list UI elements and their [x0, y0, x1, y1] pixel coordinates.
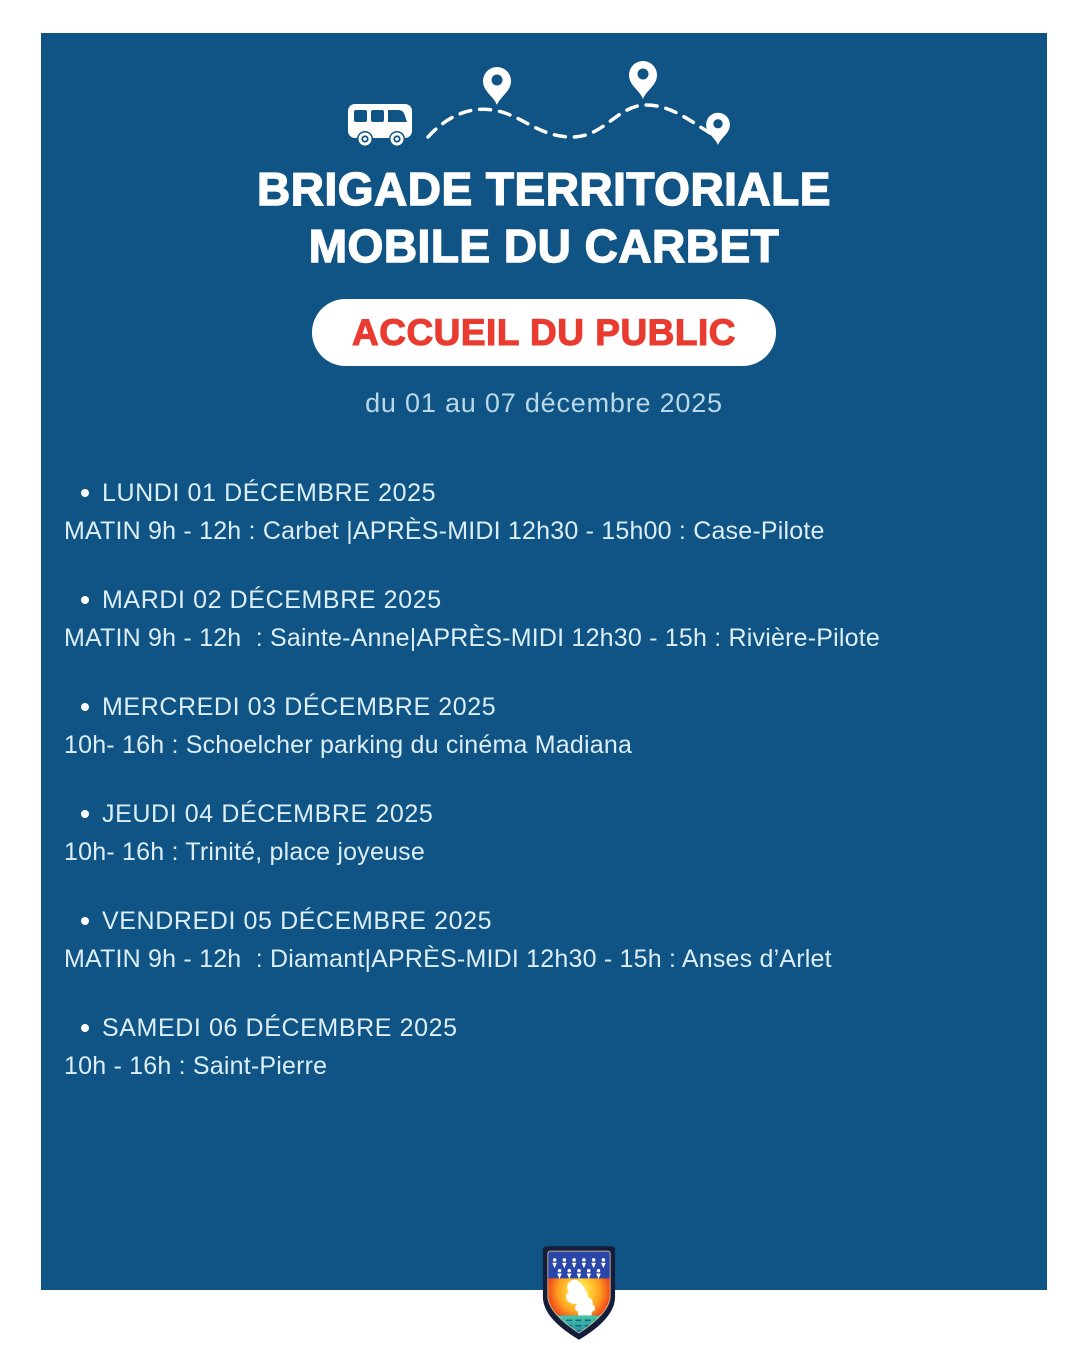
schedule-day	[64, 478, 1031, 508]
schedule-day	[64, 1013, 1031, 1043]
schedule-item	[64, 799, 1031, 867]
schedule-day	[64, 692, 1031, 722]
schedule-details: 10h- 16h : Schoelcher parking du cinéma Madiana	[64, 731, 633, 759]
schedule-item	[64, 692, 1031, 760]
title-line-1: BRIGADE TERRITORIALE	[257, 163, 831, 215]
schedule-day	[64, 799, 1031, 829]
route-graphic	[340, 57, 750, 157]
martinique-coat-of-arms-icon	[540, 1243, 618, 1343]
schedule-list	[64, 478, 1031, 1120]
schedule-day-label: JEUDI 04 DÉCEMBRE 2025	[102, 800, 434, 828]
schedule-day-label: VENDREDI 05 DÉCEMBRE 2025	[102, 907, 493, 935]
schedule-day-label: SAMEDI 06 DÉCEMBRE 2025	[102, 1014, 458, 1042]
poster-panel	[41, 33, 1047, 1290]
bullet-icon	[81, 1024, 89, 1032]
dashed-route-path-icon	[428, 105, 710, 137]
schedule-day-label: MARDI 02 DÉCEMBRE 2025	[102, 586, 442, 614]
schedule-details: 10h- 16h : Trinité, place joyeuse	[64, 838, 425, 866]
schedule-details: MATIN 9h - 12h : Carbet |APRÈS-MIDI 12h30 - 15h00 : Case-Pilote	[64, 517, 825, 545]
schedule-day	[64, 906, 1031, 936]
schedule-item	[64, 906, 1031, 974]
accueil-badge: ACCUEIL DU PUBLIC	[312, 299, 776, 366]
location-pin-icon	[706, 113, 730, 145]
title-line-2: MOBILE DU CARBET	[308, 220, 780, 272]
bullet-icon	[81, 917, 89, 925]
bus-icon	[348, 104, 412, 147]
schedule-details: MATIN 9h - 12h : Diamant|APRÈS-MIDI 12h30 - 15h : Anses d’Arlet	[64, 945, 832, 973]
schedule-day-label: LUNDI 01 DÉCEMBRE 2025	[102, 479, 437, 507]
schedule-details: 10h - 16h : Saint-Pierre	[64, 1052, 328, 1080]
location-pin-icon	[483, 67, 511, 105]
schedule-item	[64, 478, 1031, 546]
bullet-icon	[81, 596, 89, 604]
bullet-icon	[81, 703, 89, 711]
schedule-item	[64, 585, 1031, 653]
schedule-details: MATIN 9h - 12h : Sainte-Anne|APRÈS-MIDI 12h30 - 15h : Rivière-Pilote	[64, 624, 881, 652]
schedule-day-label: MERCREDI 03 DÉCEMBRE 2025	[102, 693, 497, 721]
bullet-icon	[81, 489, 89, 497]
schedule-item	[64, 1013, 1031, 1081]
poster-title	[41, 161, 1047, 275]
location-pin-icon	[629, 61, 657, 99]
bullet-icon	[81, 810, 89, 818]
schedule-day	[64, 585, 1031, 615]
date-range: du 01 au 07 décembre 2025	[365, 388, 723, 418]
